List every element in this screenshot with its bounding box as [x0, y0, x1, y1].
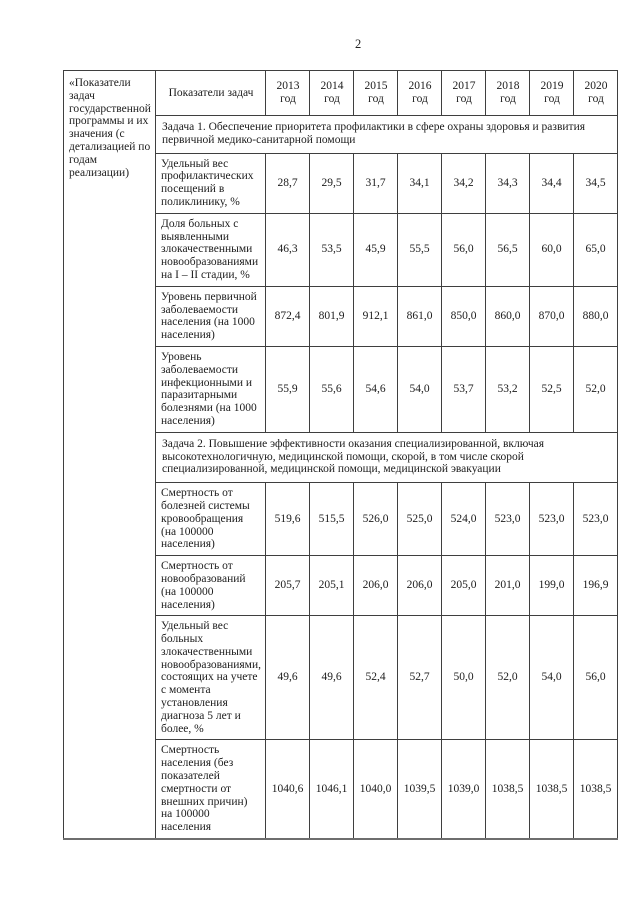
value-cell: 205,7: [266, 556, 310, 616]
year-suffix: год: [412, 93, 428, 105]
value-cell: 206,0: [398, 556, 442, 616]
value-cell: 872,4: [266, 286, 310, 346]
year-header-2017: [442, 71, 486, 116]
value-cell: 870,0: [530, 286, 574, 346]
value-cell: 65,0: [574, 213, 618, 286]
value-cell: 28,7: [266, 153, 310, 213]
year-header-2018: [486, 71, 530, 116]
year-header-2015: [354, 71, 398, 116]
value-cell: 54,6: [354, 346, 398, 432]
value-cell: 53,5: [310, 213, 354, 286]
year-suffix: год: [544, 93, 560, 105]
row-label: Удельный вес больных злокачественными новообразованиями, состоящих на учете с момента установления диагноза 5 лет и более, %: [156, 616, 266, 740]
value-cell: 34,2: [442, 153, 486, 213]
value-cell: 523,0: [574, 483, 618, 556]
year-header-2019: [530, 71, 574, 116]
value-cell: 56,0: [442, 213, 486, 286]
value-cell: 205,0: [442, 556, 486, 616]
value-cell: 29,5: [310, 153, 354, 213]
year-header-2014: [310, 71, 354, 116]
year-suffix: год: [368, 93, 384, 105]
value-cell: 49,6: [266, 616, 310, 740]
year-value: 2017: [452, 80, 476, 93]
value-cell: 1038,5: [486, 740, 530, 839]
section-title-task1: Задача 1. Обеспечение приоритета профилактики в сфере охраны здоровья и развития первичной медико-санитарной помощи: [156, 116, 618, 154]
year-suffix: год: [588, 93, 604, 105]
page-number: 2: [355, 37, 362, 51]
value-cell: 53,2: [486, 346, 530, 432]
value-cell: 912,1: [354, 286, 398, 346]
value-cell: 524,0: [442, 483, 486, 556]
table-left-header-cell: «Показатели задач государственной программы и их значения (с детализацией по годам реализации): [64, 71, 156, 840]
year-header-2016: [398, 71, 442, 116]
year-suffix: год: [456, 93, 472, 105]
value-cell: 515,5: [310, 483, 354, 556]
value-cell: 201,0: [486, 556, 530, 616]
value-cell: 526,0: [354, 483, 398, 556]
year-suffix: год: [324, 93, 340, 105]
value-cell: 1039,5: [398, 740, 442, 839]
value-cell: 52,4: [354, 616, 398, 740]
value-cell: 525,0: [398, 483, 442, 556]
value-cell: 46,3: [266, 213, 310, 286]
value-cell: 55,9: [266, 346, 310, 432]
value-cell: 49,6: [310, 616, 354, 740]
value-cell: 52,5: [530, 346, 574, 432]
year-value: 2018: [496, 80, 520, 93]
value-cell: 1038,5: [530, 740, 574, 839]
value-cell: 60,0: [530, 213, 574, 286]
value-cell: 1046,1: [310, 740, 354, 839]
row-label: Уровень заболеваемости инфекционными и паразитарными болезнями (на 1000 населения): [156, 346, 266, 432]
value-cell: 56,0: [574, 616, 618, 740]
value-cell: 1040,6: [266, 740, 310, 839]
row-label: Смертность от новообразований (на 100000 населения): [156, 556, 266, 616]
row-label: Смертность от болезней системы кровообращения (на 100000 населения): [156, 483, 266, 556]
row-label: Удельный вес профилактических посещений в поликлинику, %: [156, 153, 266, 213]
year-value: 2015: [364, 80, 388, 93]
year-header-2020: [574, 71, 618, 116]
value-cell: 55,6: [310, 346, 354, 432]
value-cell: 54,0: [398, 346, 442, 432]
year-header-2013: [266, 71, 310, 116]
row-label: Смертность населения (без показателей смертности от внешних причин) на 100000 населения: [156, 740, 266, 839]
value-cell: 1039,0: [442, 740, 486, 839]
value-cell: 205,1: [310, 556, 354, 616]
value-cell: 56,5: [486, 213, 530, 286]
value-cell: 34,3: [486, 153, 530, 213]
row-label: Уровень первичной заболеваемости населения (на 1000 населения): [156, 286, 266, 346]
value-cell: 523,0: [530, 483, 574, 556]
value-cell: 34,1: [398, 153, 442, 213]
value-cell: 53,7: [442, 346, 486, 432]
year-value: 2020: [584, 80, 608, 93]
value-cell: 34,4: [530, 153, 574, 213]
value-cell: 1040,0: [354, 740, 398, 839]
value-cell: 45,9: [354, 213, 398, 286]
value-cell: 54,0: [530, 616, 574, 740]
value-cell: 801,9: [310, 286, 354, 346]
value-cell: 34,5: [574, 153, 618, 213]
table-header-row: [64, 71, 618, 116]
value-cell: 196,9: [574, 556, 618, 616]
indicator-column-header: Показатели задач: [156, 71, 266, 116]
year-value: 2013: [276, 80, 300, 93]
value-cell: 52,0: [574, 346, 618, 432]
indicators-table: [63, 70, 618, 840]
year-suffix: год: [280, 93, 296, 105]
section-title-task2: Задача 2. Повышение эффективности оказания специализированной, включая высокотехнологичную, медицинской помощи, скорой, в том числе скорой специализированной, медицинской помощи, медицинской эвакуации: [156, 432, 618, 482]
row-label: Доля больных с выявленными злокачественными новообразованиями на I – II стадии, %: [156, 213, 266, 286]
value-cell: 860,0: [486, 286, 530, 346]
value-cell: 523,0: [486, 483, 530, 556]
value-cell: 861,0: [398, 286, 442, 346]
value-cell: 1038,5: [574, 740, 618, 839]
year-value: 2019: [540, 80, 564, 93]
value-cell: 880,0: [574, 286, 618, 346]
value-cell: 850,0: [442, 286, 486, 346]
value-cell: 199,0: [530, 556, 574, 616]
value-cell: 206,0: [354, 556, 398, 616]
value-cell: 519,6: [266, 483, 310, 556]
value-cell: 52,0: [486, 616, 530, 740]
value-cell: 50,0: [442, 616, 486, 740]
year-value: 2014: [320, 80, 344, 93]
value-cell: 31,7: [354, 153, 398, 213]
year-suffix: год: [500, 93, 516, 105]
year-value: 2016: [408, 80, 432, 93]
value-cell: 52,7: [398, 616, 442, 740]
value-cell: 55,5: [398, 213, 442, 286]
